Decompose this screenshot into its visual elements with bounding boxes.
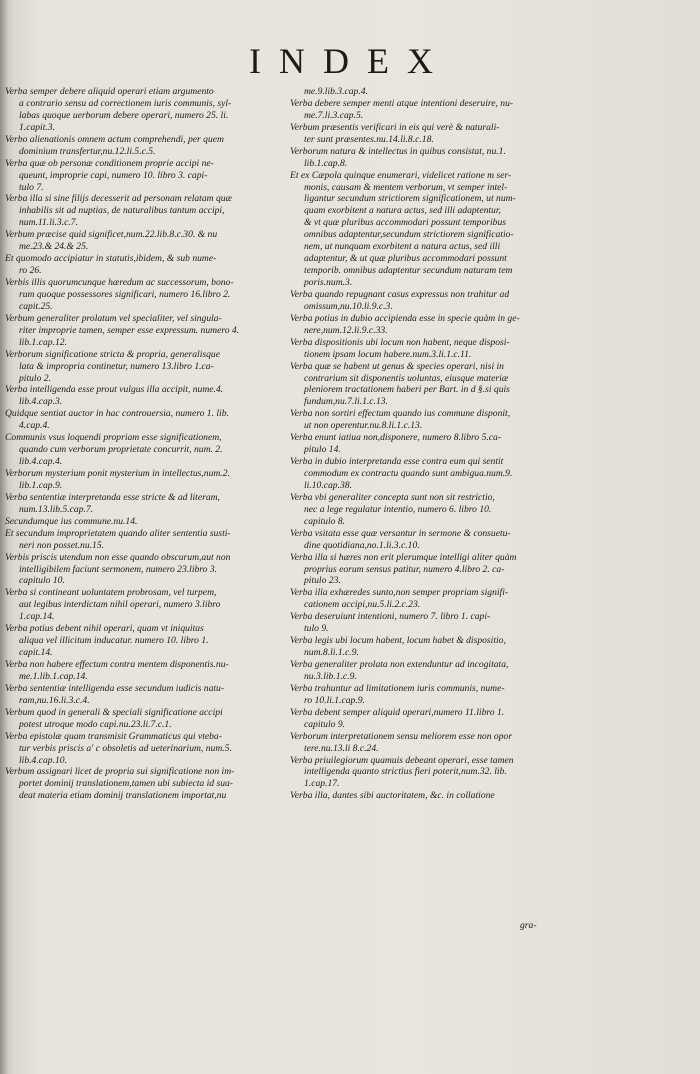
index-line-continuation: lib.4.cap.4.	[19, 456, 63, 468]
index-entry-line: Verba quando repugnant casus expressus non trahitur ad	[290, 288, 510, 300]
index-line-continuation: pitulo 23.	[304, 575, 341, 587]
index-entry-line: Verba debent semper aliquid operari,numero 11.libro 1.	[290, 706, 505, 718]
index-entry-line: Verba vsitata esse quæ versantur in sermone & consuetu-	[290, 527, 511, 539]
index-line-continuation: poris.num.3.	[304, 277, 353, 288]
index-entry-line: Verba legis ubi locum habent, locum habet & dispositio,	[290, 635, 506, 647]
index-entry-line: Et quomodo accipiatur in statutis,ibidem, & sub nume-	[5, 253, 217, 265]
index-line-continuation: intelligenda quanto strictius fieri poterit,num.32. lib.	[304, 766, 507, 778]
page-title: INDEX	[249, 41, 451, 81]
index-entry-line: Verba illa si sine filijs decesserit ad personam relatam quæ	[5, 193, 232, 205]
index-entry-line: Verborum interpretationem sensu meliorem esse non opor	[290, 730, 513, 742]
index-line-continuation: tulo 9.	[304, 623, 329, 635]
index-line-continuation: fundum,nu.7.li.1.c.13.	[304, 396, 388, 408]
index-line-continuation: li.10.cap.38.	[304, 479, 352, 491]
index-line-continuation: dine quotidiana,no.1.li.3.c.10.	[304, 539, 420, 551]
index-column-right	[290, 86, 560, 802]
index-line-continuation: deat materia etiam dominij translationem importat,nu	[19, 790, 227, 802]
index-entry-line: Verba illa exhæredes sunto,non semper propriam signifi-	[290, 587, 509, 599]
index-line-continuation: commodum ex contractu quando sunt ambigua.num.9.	[304, 468, 513, 479]
index-line-continuation: tur verbis priscis a' c obsoletis ad ueterinarium, num.5.	[19, 742, 232, 754]
index-entry-line: Verbum præsentis verificari in eis qui verè & naturali-	[290, 121, 500, 133]
index-entry-line: Verba vbi generaliter concepta sunt non sit restrictio,	[290, 491, 495, 503]
index-entry-line: Verba potius in dubio accipienda esse in specie quàm in ge-	[290, 312, 520, 324]
index-entry-line: Quidque sentiat auctor in hac controuersia, numero 1. lib.	[5, 408, 229, 420]
index-line-continuation: quam exorbitent a natura actus, sed illi adaptentur,	[304, 205, 501, 217]
index-line-continuation: capitulo 10.	[19, 575, 65, 587]
index-line-continuation: 1.cap.17.	[304, 778, 340, 790]
index-entry-line: Verba potius debent nihil operari, quam vt iniquitas	[5, 623, 204, 635]
index-line-continuation: ut non operentur.nu.8.li.1.c.13.	[304, 420, 423, 432]
index-entry-line: Verba semper debere aliquid operari etiam argumento	[5, 86, 214, 97]
index-line-continuation: 4.cap.4.	[19, 420, 50, 432]
index-line-continuation: contrarium sit disponentis uoluntas, eiusque materiæ	[304, 372, 509, 384]
index-entry-line: Verba priuilegiorum quamuis debeant operari, esse tamen	[290, 754, 514, 766]
index-entry-line: Verba illa, dantes sibi auctoritatem, &c. in collatione	[290, 790, 495, 802]
index-entry-line: Verba non habere effectum contra mentem disponentis.nu-	[5, 659, 229, 670]
index-line-continuation: portet dominij translationem,tamen ubi subiecta id sua-	[19, 778, 233, 790]
index-line-continuation: rum quoque possessores significari, numero 16.libro 2.	[19, 288, 231, 300]
index-line-continuation: neri non posset.nu.15.	[19, 539, 105, 551]
index-entry-line: Verba in dubio interpretanda esse contra eum qui sentit	[290, 456, 504, 468]
index-entry-line: Verba debere semper menti atque intentioni deseruire, nu-	[290, 97, 514, 109]
index-entry-line: Verba trahuntur ad limitationem iuris communis, nume-	[290, 682, 505, 694]
index-line-continuation: nu.3.lib.1.c.9.	[304, 670, 357, 682]
index-line-continuation: lata & impropria continetur, numero 13.libro 1.ca-	[19, 360, 214, 372]
index-entry-line: Verba non sortiri effectum quando ius commune disponit,	[290, 408, 511, 420]
index-entry-line: Verba epistolæ quam transmisit Grammaticus qui vteba-	[5, 730, 222, 742]
index-line-continuation: nere,num.12.li.9.c.33.	[304, 324, 388, 336]
index-entry-line: Verba illa si hæres non erit plerumque intelligi aliter quàm	[290, 551, 517, 563]
index-line-continuation: lib.4.cap.10.	[19, 754, 67, 766]
index-entry-line: Verbum assignari licet de propria sui significatione non im-	[5, 766, 235, 778]
index-line-continuation: lib.1.cap.8.	[304, 157, 348, 169]
index-entry-line: Verba quæ ob personæ conditionem proprie accipi ne-	[5, 157, 214, 169]
index-line-continuation: a contrario sensu ad correctionem iuris communis, syl-	[19, 97, 232, 109]
index-column-left	[5, 86, 285, 802]
index-entry-line: Verborum significatione stricta & propria, generalisque	[5, 348, 220, 360]
index-line-continuation: dominium transfertur,nu.12.li.5.c.5.	[19, 145, 156, 157]
index-entry-line: Verba sententiæ interpretanda esse stricte & ad literam,	[5, 491, 220, 503]
index-line-continuation: me.9.lib.3.cap.4.	[304, 86, 368, 97]
index-line-continuation: omnibus adaptentur,secundum strictiorem significatio-	[304, 229, 514, 241]
index-line-continuation: riter improprie tamen, semper esse expressum. numero 4.	[19, 324, 240, 336]
index-line-continuation: labas quoque uerborum debere operari, numero 25. li.	[19, 109, 229, 121]
index-entry-line: Verbum præcise quid significet,num.22.lib.8.c.30. & nu	[5, 229, 218, 241]
index-entry-line: Verborum natura & intellectus in quibus consistat, nu.1.	[290, 145, 506, 157]
catchword: gra-	[520, 920, 537, 931]
index-line-continuation: ro 26.	[19, 265, 42, 277]
index-line-continuation: lib.1.cap.12.	[19, 336, 67, 348]
index-line-continuation: me.1.lib.1.cap.14.	[19, 670, 88, 682]
index-entry-line: Et ex Cæpola quinque enumerari, videlicet ratione m ser-	[290, 169, 512, 181]
index-line-continuation: nec a lege regulatur intentio, numero 6. libro 10.	[304, 503, 492, 515]
index-entry-line: Verba generaliter prolata non extenduntur ad incogitata,	[290, 659, 509, 670]
index-entry-line: Verba deseruiunt intentioni, numero 7. libro 1. capi-	[290, 611, 491, 623]
index-line-continuation: pitulo 2.	[19, 372, 51, 384]
index-line-continuation: & vt quæ pluribus accommodari possunt temporibus	[304, 217, 507, 229]
index-line-continuation: ter sunt præsentes.nu.14.li.8.c.18.	[304, 133, 434, 145]
index-line-continuation: queunt, improprie capi, numero 10. libro 3. capi-	[19, 169, 208, 181]
index-entry-line: Verbum generaliter prolatum vel specialiter, vel singula-	[5, 312, 222, 324]
index-line-continuation: omissum,nu.10.li.9.c.3.	[304, 300, 393, 312]
index-line-continuation: cationem accipi,nu.5.li.2.c.23.	[304, 599, 421, 611]
index-line-continuation: potest utroque modo capi.nu.23.li.7.c.1.	[19, 718, 172, 730]
index-entry-line: Verba dispositionis ubi locum non habent, neque disposi-	[290, 336, 510, 348]
index-line-continuation: pitulo 14.	[304, 444, 341, 456]
index-entry-line: Verborum mysterium ponit mysterium in intellectus,num.2.	[5, 468, 230, 479]
index-line-continuation: num.11.li.3.c.7.	[19, 217, 78, 229]
index-line-continuation: aliqua vel illicitum inducatur. numero 10. libro 1.	[19, 635, 209, 647]
index-line-continuation: 1.cap.14.	[19, 611, 55, 623]
index-line-continuation: intelligibilem faciunt sermonem, numero 23.libro 3.	[19, 563, 218, 575]
index-line-continuation: me.7.li.3.cap.5.	[304, 109, 364, 121]
index-line-continuation: ligantur secundum strictiorem significationem, ut num-	[304, 193, 516, 205]
index-line-continuation: tulo 7.	[19, 181, 44, 193]
index-entry-line: Secundumque ius commune.nu.14.	[5, 515, 138, 527]
index-line-continuation: me.23.& 24.& 25.	[19, 241, 89, 253]
index-line-continuation: ro 10.li.1.cap.9.	[304, 694, 365, 706]
index-entry-line: Verbo alienationis omnem actum comprehendi, per quem	[5, 133, 224, 145]
index-line-continuation: adaptentur, & ut quæ pluribus accommodari possunt	[304, 253, 507, 265]
index-line-continuation: aut legibus interdictam nihil operari, numero 3.libro	[19, 599, 221, 611]
index-entry-line: Verbis priscis utendum non esse quando obscurum,aut non	[5, 551, 231, 563]
index-line-continuation: capit.25.	[19, 300, 53, 312]
index-entry-line: Et secundum improprietatem quando aliter sententia susti-	[5, 527, 231, 539]
index-line-continuation: monis, causam & mentem verborum, vt semper intel-	[304, 181, 508, 193]
index-entry-line: Verba si contineant uoluntatem probrosam, vel turpem,	[5, 587, 217, 599]
index-line-continuation: ram,nu.16.li.3.c.4.	[19, 694, 90, 706]
index-line-continuation: tere.nu.13.li 8.c.24.	[304, 742, 379, 754]
index-entry-line: Verbis illis quorumcunque hæredum ac successorum, bono-	[5, 277, 234, 288]
index-line-continuation: quando cum verborum proprietate concurrit, num. 2.	[19, 444, 223, 456]
index-line-continuation: proprius eorum sensus patitur, numero 4.libro 2. ca-	[304, 563, 505, 575]
index-entry-line: Verba intelligenda esse prout vulgus illa accipit, nume.4.	[5, 384, 224, 396]
index-line-continuation: inhabilis sit ad nuptias, de naturalibus tantum accipi,	[19, 205, 225, 217]
index-line-continuation: capitulo 8.	[304, 515, 346, 527]
index-line-continuation: tionem ipsam locum habere.num.3.li.1.c.11.	[304, 348, 472, 360]
index-line-continuation: lib.4.cap.3.	[19, 396, 63, 408]
index-line-continuation: lib.1.cap.9.	[19, 479, 63, 491]
index-line-continuation: 1.capit.3.	[19, 121, 55, 133]
index-entry-line: Verba sententiæ intelligenda esse secundum iudicis natu-	[5, 682, 225, 694]
index-line-continuation: pleniorem tractationem haberi per Bart. in d §.si quis	[304, 384, 510, 396]
index-line-continuation: num.8.li.1.c.9.	[304, 647, 359, 659]
index-line-continuation: nem, ut nunquam exorbitent a natura actus, sed illi	[304, 241, 501, 253]
index-entry-line: Verba quæ se habent ut genus & species operari, nisi in	[290, 360, 504, 372]
index-line-continuation: num.13.lib.5.cap.7.	[19, 503, 94, 515]
index-entry-line: Communis vsus loquendi propriam esse significationem,	[5, 432, 222, 444]
index-line-continuation: temporib. omnibus adaptentur secundum naturam tem	[304, 265, 513, 277]
index-line-continuation: capitulo 9.	[304, 718, 346, 730]
index-line-continuation: capit.14.	[19, 647, 53, 659]
index-entry-line: Verba enunt iatiua non,disponere, numero 8.libro 5.ca-	[290, 432, 502, 444]
index-entry-line: Verbum quod in generali & speciali significatione accipi	[5, 706, 223, 718]
